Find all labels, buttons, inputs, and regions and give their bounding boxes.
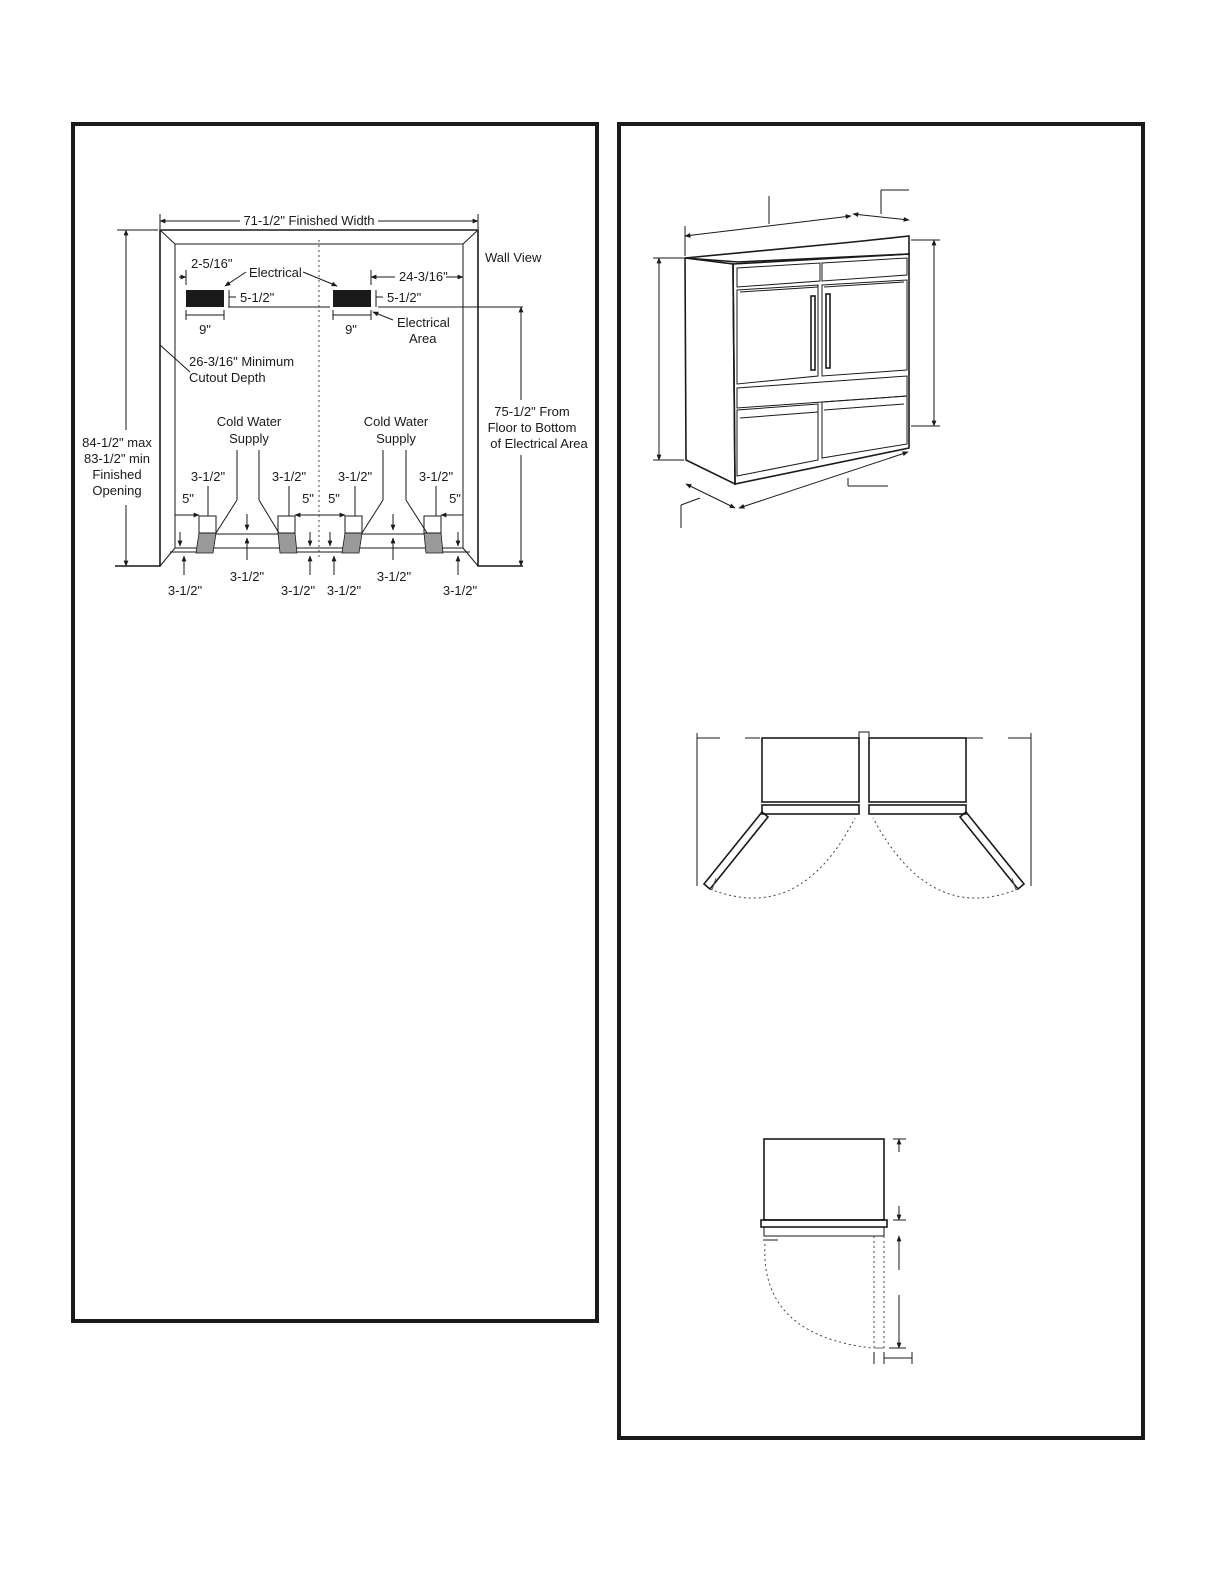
dim-5-d: 5"	[449, 491, 461, 506]
opening-height-finished: Finished	[92, 467, 142, 482]
dim-3-5-bot-a: 3-1/2"	[167, 583, 203, 598]
opening-height-max: 84-1/2" max	[82, 435, 152, 450]
left-offset-label: 2-5/16"	[191, 256, 233, 271]
left-box-height-label: 5-1/2"	[240, 290, 275, 305]
electrical-area-line1: Electrical	[397, 315, 450, 330]
dim-3-5-bot-c: 3-1/2"	[326, 583, 362, 598]
cutout-depth-line2: Cutout Depth	[189, 370, 266, 385]
dim-3-5-mid-a: 3-1/2"	[229, 569, 265, 584]
cutout-depth-line1: 26-3/16" Minimum	[189, 354, 295, 369]
dim-5-c: 5"	[328, 491, 340, 506]
wall-view-diagram	[82, 213, 588, 598]
floor-dim-line3: of Electrical Area	[490, 436, 588, 451]
water-area-2	[278, 533, 297, 553]
electrical-box-right	[333, 290, 371, 307]
left-box-width-label: 9"	[199, 322, 211, 337]
dim-3-5-bot-b: 3-1/2"	[280, 583, 316, 598]
opening-height-min: 83-1/2" min	[83, 451, 151, 466]
finished-width-label: 71-1/2" Finished Width	[243, 213, 375, 228]
water-right-line1: Cold Water	[363, 414, 429, 429]
electrical-box-left	[186, 290, 224, 307]
dim-3-5-top-b: 3-1/2"	[271, 469, 307, 484]
side-view-door-clearance	[761, 1139, 912, 1364]
water-left-line2: Supply	[229, 431, 269, 446]
water-area-1	[196, 533, 216, 553]
floor-dim-line1: 75-1/2" From	[494, 404, 570, 419]
water-right-line2: Supply	[376, 431, 416, 446]
dim-3-5-bot-d: 3-1/2"	[442, 583, 478, 598]
dim-3-5-top-a: 3-1/2"	[190, 469, 226, 484]
electrical-area-line2: Area	[409, 331, 437, 346]
wall-view-label: Wall View	[485, 250, 542, 265]
door-swing-top-view	[697, 732, 1031, 898]
right-box-width-label: 9"	[345, 322, 357, 337]
water-area-3	[342, 533, 362, 553]
right-box-height-label: 5-1/2"	[387, 290, 422, 305]
water-area-4	[424, 533, 443, 553]
right-offset-label: 24-3/16"	[399, 269, 448, 284]
water-left-line1: Cold Water	[216, 414, 282, 429]
refrigerator-perspective	[653, 190, 940, 528]
dim-3-5-top-d: 3-1/2"	[418, 469, 454, 484]
dim-5-b: 5"	[302, 491, 314, 506]
electrical-label: Electrical	[249, 265, 302, 280]
dim-5-a: 5"	[182, 491, 194, 506]
dim-3-5-mid-b: 3-1/2"	[376, 569, 412, 584]
floor-dim-line2: Floor to Bottom	[487, 420, 577, 435]
dim-3-5-top-c: 3-1/2"	[337, 469, 373, 484]
opening-height-opening: Opening	[92, 483, 142, 498]
